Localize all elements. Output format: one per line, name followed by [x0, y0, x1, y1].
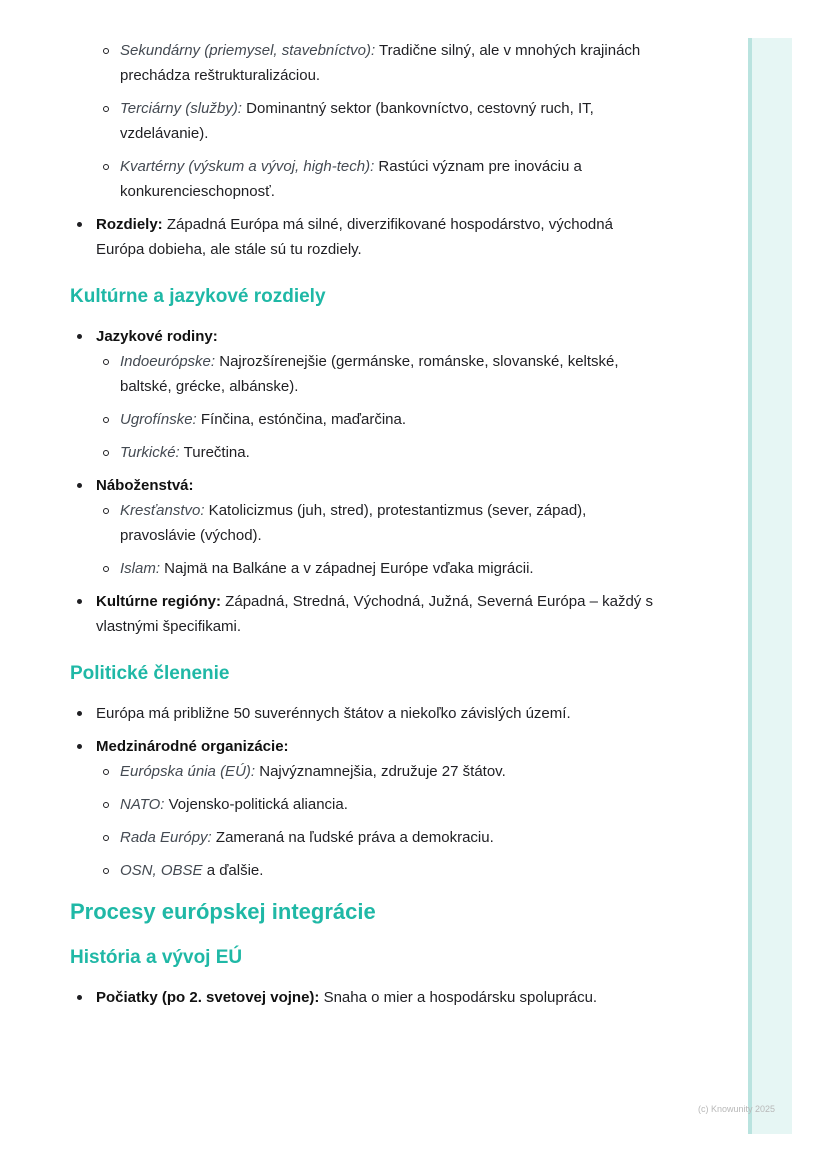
item-term: Kultúrne regióny:	[96, 593, 222, 610]
list-item	[70, 701, 660, 726]
list-item	[96, 858, 660, 883]
item-term: Indoeurópske:	[120, 353, 216, 370]
list-item	[96, 407, 660, 432]
item-text: Snaha o mier a hospodársku spoluprácu.	[319, 989, 598, 1006]
list-item	[96, 349, 660, 399]
item-term: Islam:	[120, 560, 161, 577]
copyright-footer: (c) Knowunity 2025	[697, 1104, 775, 1114]
document-content	[70, 38, 660, 1018]
list-item	[70, 96, 660, 146]
item-term: Jazykové rodiny:	[96, 328, 218, 345]
history-list	[70, 985, 660, 1010]
list-item	[70, 734, 660, 883]
list-item	[70, 154, 660, 204]
list-item	[70, 985, 660, 1010]
list-item	[70, 212, 660, 262]
religion-sublist	[96, 498, 660, 581]
list-item	[96, 792, 660, 817]
item-term: Terciárny (služby):	[120, 100, 242, 117]
list-item	[96, 556, 660, 581]
item-text: Katolicizmus (juh, stred), protestantizmus (sever, západ), pravoslávie (východ).	[120, 502, 587, 544]
item-text: Rastúci význam pre inováciu a konkurencieschopnosť.	[120, 158, 582, 200]
item-text: Najrozšírenejšie (germánske, románske, slovanské, keltské, baltské, grécke, albánske).	[120, 353, 619, 395]
item-text: Vojensko-politická aliancia.	[164, 796, 348, 813]
item-term: Náboženstvá:	[96, 477, 194, 494]
page-side-strip	[748, 38, 792, 1134]
item-term: Európska únia (EÚ):	[120, 763, 256, 780]
item-text: Najmä na Balkáne a v západnej Európe vďaka migrácii.	[160, 560, 534, 577]
list-item	[70, 324, 660, 465]
section-heading-politics: Politické členenie	[70, 663, 230, 684]
item-term: Medzinárodné organizácie:	[96, 738, 289, 755]
list-item	[96, 759, 660, 784]
item-term: Rozdiely:	[96, 216, 163, 233]
language-sublist	[96, 349, 660, 465]
item-term: Rada Európy:	[120, 829, 212, 846]
organizations-sublist	[96, 759, 660, 883]
item-term: Počiatky (po 2. svetovej vojne):	[96, 989, 320, 1006]
list-item	[96, 440, 660, 465]
item-text: Zameraná na ľudské práva a demokraciu.	[211, 829, 494, 846]
list-item	[96, 825, 660, 850]
item-term: Ugrofínske:	[120, 411, 197, 428]
culture-list	[70, 324, 660, 639]
item-text: a ďalšie.	[202, 862, 264, 879]
item-text: Západná, Stredná, Východná, Južná, Severná Európa – každý s vlastnými špecifikami.	[96, 593, 653, 635]
item-term: Kresťanstvo:	[120, 502, 205, 519]
item-text: Turečtina.	[179, 444, 250, 461]
politics-list	[70, 701, 660, 883]
item-term: OSN, OBSE	[120, 862, 203, 879]
item-term: NATO:	[120, 796, 165, 813]
subsection-heading-history: História a vývoj EÚ	[70, 947, 243, 968]
item-term: Turkické:	[120, 444, 180, 461]
section-heading-integration: Procesy európskej integrácie	[70, 899, 376, 924]
list-item	[96, 498, 660, 548]
item-term: Kvartérny (výskum a vývoj, high-tech):	[120, 158, 375, 175]
rozdiely-list	[70, 212, 660, 262]
list-item	[70, 473, 660, 581]
item-text: Najvýznamnejšia, združuje 27 štátov.	[255, 763, 506, 780]
sector-sublist	[70, 38, 660, 204]
list-item	[70, 38, 660, 88]
item-text: Tradične silný, ale v mnohých krajinách prechádza reštrukturalizáciou.	[120, 42, 641, 84]
item-text: Európa má približne 50 suverénnych štátov a niekoľko závislých území.	[96, 705, 571, 722]
item-text: Fínčina, estónčina, maďarčina.	[196, 411, 407, 428]
section-heading-culture: Kultúrne a jazykové rozdiely	[70, 286, 326, 307]
list-item	[70, 589, 660, 639]
item-text: Dominantný sektor (bankovníctvo, cestovný ruch, IT, vzdelávanie).	[120, 100, 594, 142]
item-term: Sekundárny (priemysel, stavebníctvo):	[120, 42, 376, 59]
item-text: Západná Európa má silné, diverzifikované hospodárstvo, východná Európa dobieha, ale stále sú tu rozdiely.	[96, 216, 613, 258]
